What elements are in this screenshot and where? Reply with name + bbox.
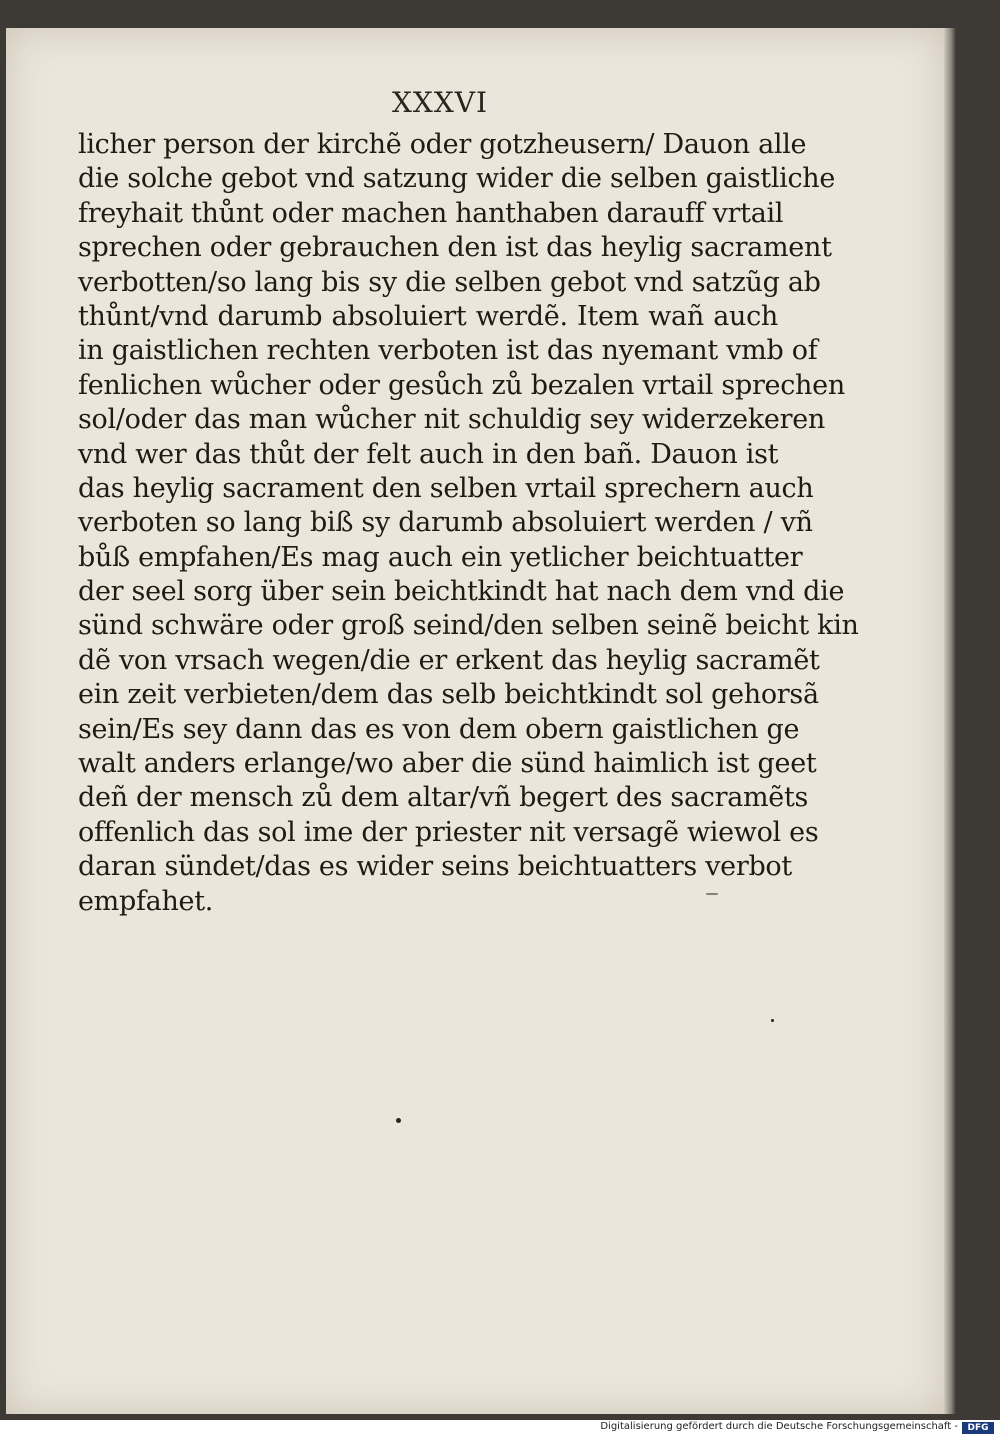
text-line: thůnt/vnd darumb absoluiert werdẽ. Item wañ auch bbox=[78, 300, 778, 332]
text-line: deñ der mensch zů dem altar/vñ begert des sacramẽts bbox=[78, 782, 809, 814]
funding-credit: Digitalisierung gefördert durch die Deutsche Forschungsgemeinschaft - bbox=[600, 1421, 958, 1432]
text-line: licher person der kirchẽ oder gotzheusern/ Dauon alle bbox=[78, 129, 807, 160]
text-line: bůß empfahen/Es mag auch ein yetlicher beichtuatter bbox=[78, 541, 803, 573]
text-line: in gaistlichen rechten verboten ist das nyemant vmb of bbox=[78, 335, 818, 367]
text-line: verboten so lang biß sy darumb absoluiert werden / vñ bbox=[78, 507, 813, 539]
paper-speck bbox=[771, 1019, 774, 1022]
text-line: fenlichen wůcher oder gesůch zů bezalen vrtail sprechen bbox=[78, 369, 845, 401]
text-line: sprechen oder gebrauchen den ist das heylig sacrament bbox=[78, 232, 832, 264]
text-line: offenlich das sol ime der priester nit versagẽ wiewol es bbox=[78, 816, 819, 848]
paper-speck bbox=[706, 893, 718, 895]
text-line: freyhait thůnt oder machen hanthaben darauff vrtail bbox=[78, 197, 784, 229]
text-line: der seel sorg über sein beichtkindt hat nach dem vnd die bbox=[78, 576, 845, 608]
text-line: sein/Es sey dann das es von dem obern gaistlichen ge bbox=[78, 713, 800, 745]
page-edge-shadow bbox=[944, 28, 956, 1414]
text-line: dẽ von vrsach wegen/die er erkent das heylig sacramẽt bbox=[78, 644, 820, 676]
text-line: ein zeit verbieten/dem das selb beichtkindt sol gehorsã bbox=[78, 679, 819, 711]
text-line: daran sündet/das es wider seins beichtuatters verbot bbox=[78, 851, 792, 883]
body-text bbox=[78, 128, 859, 919]
text-line: das heylig sacrament den selben vrtail sprechern auch bbox=[78, 472, 814, 504]
text-line: walt anders erlange/wo aber die sünd haimlich ist geet bbox=[78, 748, 817, 780]
text-line: sünd schwäre oder groß seind/den selben seinẽ beicht kin bbox=[78, 610, 859, 642]
paper-speck bbox=[396, 1118, 401, 1123]
text-line: sol/oder das man wůcher nit schuldig sey widerzekeren bbox=[78, 404, 825, 436]
text-line: verbotten/so lang bis sy die selben gebot vnd satzũg ab bbox=[78, 266, 821, 298]
page-number: XXXVI bbox=[391, 86, 489, 119]
dfg-logo: DFG bbox=[962, 1422, 994, 1434]
text-line: empfahet. bbox=[78, 885, 214, 917]
footer-bar bbox=[0, 1420, 1000, 1437]
text-line: die solche gebot vnd satzung wider die selben gaistliche bbox=[78, 163, 836, 195]
text-line: vnd wer das thůt der felt auch in den bañ. Dauon ist bbox=[78, 438, 779, 470]
